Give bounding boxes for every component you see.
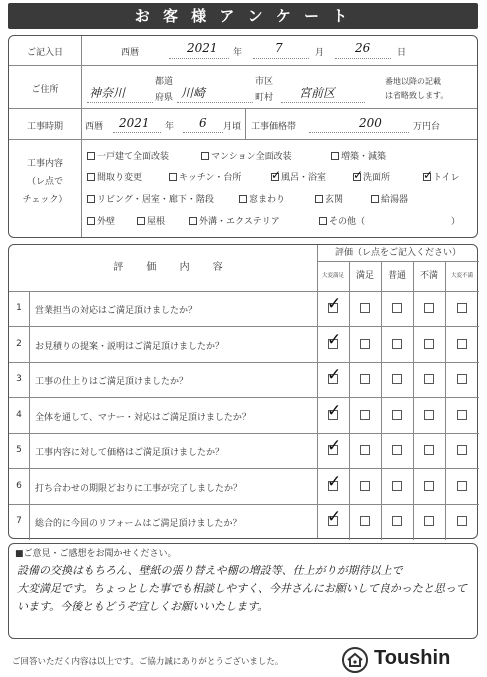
date-era: 西暦 (121, 48, 140, 58)
comments-title: ■ご意見・ご感想をお聞かせください。 (15, 549, 177, 559)
toushin-house-logo-icon (342, 647, 368, 673)
rating-column-neutral: 普通 (387, 271, 406, 281)
rating-checkbox[interactable] (424, 481, 434, 491)
question-text: お見積りの提案・説明はご満足頂けましたか？ (35, 341, 225, 352)
row-line (9, 468, 479, 469)
date-year-value[interactable]: 2021 (187, 41, 218, 55)
rating-checkbox[interactable] (457, 445, 467, 455)
rating-checkbox[interactable] (457, 410, 467, 420)
rating-checkbox[interactable] (392, 339, 402, 349)
checkbox-box[interactable] (423, 168, 434, 182)
date-day-unit: 日 (397, 48, 407, 58)
rating-checkbox[interactable] (424, 410, 434, 420)
price-unit: 万円台 (413, 122, 441, 132)
checkbox-box[interactable] (137, 217, 145, 225)
work-type-checkbox[interactable]: リビング・居室・廊下・階段 (87, 192, 214, 205)
rating-checkbox[interactable] (392, 481, 402, 491)
check-mark-icon: ✓ (353, 168, 364, 182)
question-text: 工事の仕上りはご満足頂けましたか？ (35, 377, 189, 387)
work-type-checkbox[interactable]: 屋根 (137, 214, 165, 227)
rating-checkbox[interactable] (392, 410, 402, 420)
date-year-unit: 年 (233, 48, 243, 58)
prefecture-unit-top: 都道 (155, 77, 174, 87)
address-note-line1: 番地以降の記載 (385, 77, 441, 86)
rating-checkbox[interactable] (392, 374, 402, 384)
rating-header: 評価（レ点をご記入ください） (334, 248, 461, 258)
evaluation-header: 評 価 内 容 (113, 262, 233, 273)
row-line (9, 326, 479, 327)
rating-checkbox[interactable] (424, 303, 434, 313)
address-ward-value[interactable]: 宮前区 (299, 86, 336, 100)
checkbox-box[interactable] (353, 168, 364, 182)
checkbox-box[interactable] (87, 217, 95, 225)
question-number: 3 (16, 374, 22, 384)
rating-checkbox[interactable] (392, 445, 402, 455)
customer-info-section (8, 35, 478, 238)
rating-column-very-satisfied: 大変満足 (321, 273, 344, 279)
row-line (9, 397, 479, 398)
work-type-checkbox-toilet[interactable]: ✓ トイレ (423, 168, 460, 183)
work-type-checkbox-washroom[interactable]: ✓ 洗面所 (353, 168, 391, 183)
work-type-checkbox[interactable]: 給湯器 (371, 192, 408, 205)
work-type-checkbox[interactable]: マンション全面改装 (201, 149, 292, 162)
period-year-value[interactable]: 2021 (119, 116, 150, 130)
check-mark-icon: ✓ (327, 329, 342, 350)
rating-checkbox[interactable] (457, 303, 467, 313)
row-divider (9, 65, 477, 66)
rating-checkbox[interactable] (360, 374, 370, 384)
rating-checkbox[interactable] (360, 445, 370, 455)
header-bottom-line (9, 291, 479, 292)
check-mark-icon: ✓ (327, 365, 342, 385)
rating-checkbox[interactable] (360, 303, 370, 313)
checkbox-box[interactable] (315, 195, 323, 203)
city-unit-top: 市区 (255, 77, 274, 87)
price-value[interactable]: 200 (359, 116, 382, 130)
question-number: 5 (16, 445, 22, 455)
work-type-checkbox[interactable]: 増築・減築 (331, 149, 386, 162)
work-type-checkbox[interactable]: 一戸建て全面改装 (87, 149, 169, 162)
work-type-checkbox[interactable]: 玄関 (315, 192, 343, 205)
checkbox-box[interactable] (331, 152, 339, 160)
work-type-checkbox[interactable]: キッチン・台所 (169, 170, 241, 183)
work-type-checkbox-bath[interactable]: ✓ 風呂・浴室 (271, 168, 327, 183)
row-line (9, 362, 479, 363)
check-mark-icon: ✓ (327, 507, 342, 527)
checkbox-box[interactable] (319, 217, 327, 225)
rating-checkbox[interactable] (392, 303, 402, 313)
rating-checkbox[interactable] (424, 374, 434, 384)
question-number: 7 (16, 516, 22, 526)
work-type-checkbox-other[interactable]: その他（ (319, 214, 365, 227)
checkbox-box[interactable] (201, 152, 209, 160)
checkbox-box[interactable] (169, 173, 177, 181)
period-month-unit: 月頃 (223, 122, 242, 132)
check-mark-icon: ✓ (327, 400, 342, 421)
row-line (9, 433, 479, 434)
city-unit-bottom: 町村 (255, 93, 274, 103)
comment-line[interactable]: 設備の交換はもちろん、壁紙の張り替えや棚の増設等、仕上がりが期待以上で (17, 564, 403, 577)
rating-checkbox[interactable] (424, 339, 434, 349)
work-type-checkbox[interactable]: 外壁 (87, 214, 115, 227)
rating-checkbox[interactable] (424, 516, 434, 526)
work-type-checkbox[interactable]: 外溝・エクステリア (189, 214, 280, 227)
number-column-divider (29, 291, 30, 540)
rating-checkbox[interactable] (360, 481, 370, 491)
question-number: 1 (16, 303, 22, 313)
period-year-line (113, 132, 161, 133)
checkbox-box[interactable] (189, 217, 197, 225)
rating-checkbox[interactable] (392, 516, 402, 526)
checkbox-box[interactable] (239, 195, 247, 203)
date-month-line (253, 58, 309, 59)
row-divider (9, 139, 477, 140)
rating-column-very-dissatisfied: 大変不満 (450, 273, 473, 279)
ward-line (281, 102, 365, 103)
survey-title: お 客 様 ア ン ケ ー ト (8, 3, 478, 29)
content-label-line3: チェック） (22, 195, 68, 205)
comment-line[interactable]: います。今後ともどうぞ宜しくお願いいたします。 (17, 600, 269, 613)
rating-column-divider (349, 261, 350, 540)
question-text: 工事内容に対して価格はご満足頂けましたか？ (35, 448, 225, 458)
check-mark-icon: ✓ (327, 294, 342, 314)
prefecture-unit-bottom: 府県 (155, 93, 174, 103)
checkbox-box[interactable] (87, 195, 95, 203)
evaluation-table (8, 244, 478, 539)
rating-checkbox[interactable] (360, 339, 370, 349)
check-mark-icon: ✓ (423, 168, 434, 182)
question-text: 営業担当の対応はご満足頂けましたか？ (35, 306, 198, 316)
date-year-line (169, 58, 229, 59)
question-text: 総合的に今回のリフォームはご満足頂けましたか？ (35, 519, 242, 529)
work-type-checkbox[interactable]: 窓まわり (239, 192, 285, 205)
rating-column-divider (445, 261, 446, 540)
question-text: 打ち合わせの期限どおりに工事が完了しましたか？ (35, 483, 243, 494)
rating-checkbox[interactable] (457, 516, 467, 526)
comment-line[interactable]: 大変満足です。ちょっとした事でも相談しやすく、今井さんにお願いして良かったと思って (17, 582, 467, 595)
price-label: 工事価格帯 (251, 122, 297, 132)
row-line (9, 504, 479, 505)
period-era: 西暦 (85, 122, 104, 132)
address-city-value[interactable]: 川崎 (181, 86, 206, 100)
rating-checkbox[interactable] (457, 339, 467, 349)
question-text: 全体を通して、マナー・対応はご満足頂けましたか？ (35, 412, 251, 423)
period-label: 工事時期 (26, 122, 63, 132)
label-column-divider (81, 36, 82, 237)
city-line (177, 102, 253, 103)
period-month-value[interactable]: 6 (199, 116, 207, 130)
comments-section (8, 543, 478, 639)
logo-text: Toushin (374, 647, 451, 669)
question-number: 2 (16, 338, 22, 349)
address-note-line2: は省略致します。 (385, 91, 449, 100)
rating-column-divider (413, 261, 414, 540)
price-line (309, 132, 409, 133)
date-day-value[interactable]: 26 (355, 41, 371, 55)
rating-column-dissatisfied: 不満 (419, 271, 438, 281)
date-month-value[interactable]: 7 (275, 41, 283, 55)
rating-column-divider (381, 261, 382, 540)
checkbox-box[interactable] (271, 168, 282, 182)
footer-text: ご回答いただく内容は以上です。ご協力誠にありがとうございました。 (12, 657, 284, 667)
rating-checkbox[interactable] (360, 516, 370, 526)
rating-checkbox[interactable] (360, 410, 370, 420)
check-mark-icon: ✓ (327, 436, 342, 456)
address-label: ご住所 (31, 85, 59, 95)
period-divider (245, 108, 246, 139)
row-divider (9, 108, 477, 109)
checkbox-box[interactable] (87, 173, 95, 181)
prefecture-line (87, 102, 153, 103)
checkbox-box[interactable] (87, 152, 95, 160)
period-month-line (183, 132, 223, 133)
address-prefecture-value[interactable]: 神奈川 (89, 86, 126, 100)
rating-checkbox[interactable] (424, 445, 434, 455)
other-close-paren: ） (451, 217, 461, 227)
content-label-line2: （レ点で (26, 177, 63, 187)
date-day-line (335, 58, 391, 59)
date-label: ご記入日 (26, 48, 63, 58)
work-type-checkbox[interactable]: 間取り変更 (87, 170, 142, 183)
question-number: 6 (16, 480, 22, 491)
check-mark-icon: ✓ (327, 471, 342, 492)
content-label-line1: 工事内容 (26, 159, 63, 169)
company-logo (342, 645, 480, 675)
checkbox-box[interactable] (371, 195, 379, 203)
date-month-unit: 月 (315, 48, 325, 58)
rating-column-satisfied: 満足 (355, 271, 374, 281)
rating-checkbox[interactable] (457, 481, 467, 491)
rating-checkbox[interactable] (457, 374, 467, 384)
period-year-unit: 年 (165, 122, 175, 132)
question-number: 4 (16, 409, 22, 420)
check-mark-icon: ✓ (271, 168, 282, 182)
